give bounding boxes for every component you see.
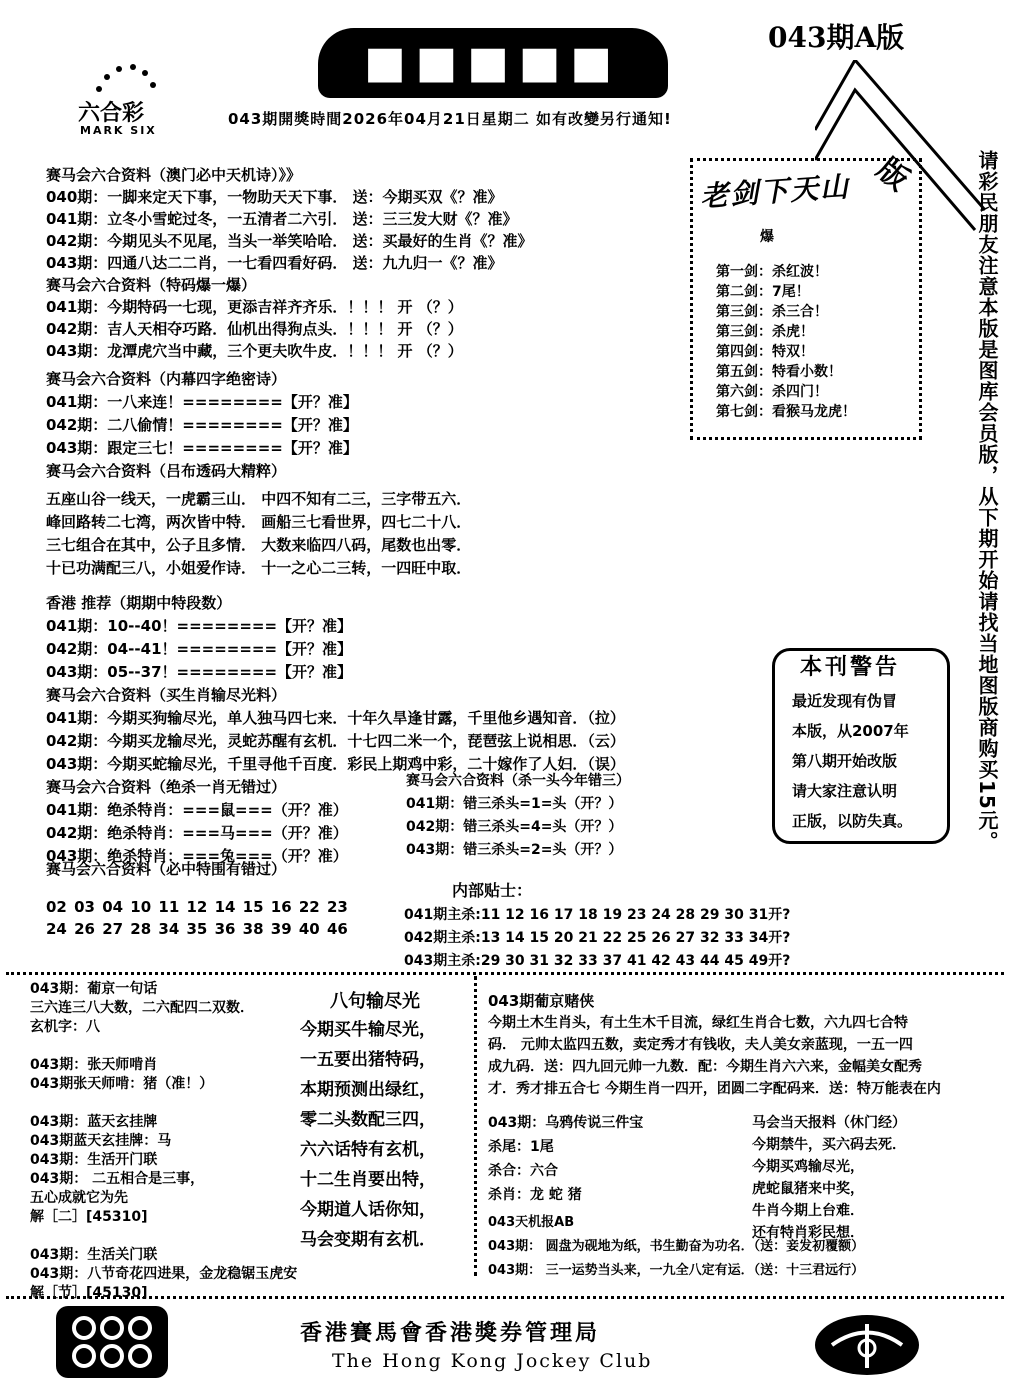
sky-line: 043天机报AB	[488, 1215, 575, 1230]
mark-six-logo-sub: MARK SIX	[80, 124, 157, 137]
text-line: 赛马会六合资料（澳门必中天机诗）》》	[46, 166, 302, 184]
sword-mark: 爆	[760, 229, 774, 245]
poem-line: 马会变期有玄机．	[300, 1230, 436, 1250]
warning-line: 最近发现有伪冒	[792, 692, 898, 710]
poem-line: 今期买牛输尽光，	[300, 1020, 436, 1040]
crow-line: 杀合：六合	[488, 1163, 558, 1179]
horse-line: 今期买鸡输尽光，	[752, 1159, 864, 1175]
text-line: 043期：葡京一句话	[30, 981, 158, 997]
divider-middle	[474, 976, 477, 1276]
text-line: 043期：错三杀头=2=头（开？）	[406, 842, 623, 858]
sword-item: 第三剑：杀三合！	[716, 304, 828, 320]
inner-tip-row: 043期主杀:29 30 31 32 33 37 41 42 43 44 45 49开?	[404, 953, 791, 969]
poem-line: 三七组合在其中，公子且多情． 大数来临四八码，尾数也出零．	[46, 536, 472, 554]
inner-tip-row: 042期主杀:13 14 15 20 21 22 25 26 27 32 33 34开?	[404, 930, 791, 946]
text-line: 042期：今期见头不见尾，当头一举笑哈哈． 送：买最好的生肖《？准》	[46, 232, 533, 250]
crow-line: 杀尾：1尾	[488, 1139, 554, 1155]
text-line: 043期：绝杀特肖：===兔===（开？准）	[46, 847, 348, 865]
poem-line: 六六话特有玄机，	[300, 1140, 436, 1160]
poem-line: 峰回路转二七湾，两次皆中特． 画船三七看世界，四七二十八．	[46, 513, 472, 531]
divider-bottom	[6, 1296, 1004, 1299]
text-line: 042期：今期买龙输尽光，灵蛇苏醒有玄机．十七四二米一个，琵琶弦上说相思．（云）	[46, 732, 625, 750]
footer-chinese: 香港賽馬會香港獎券管理局	[300, 1320, 601, 1346]
text-line: 041期：今期买狗输尽光，单人独马四七来．十年久旱逢甘露，千里他乡遇知音．（拉）	[46, 709, 625, 727]
text-line: 041期：10--40！========【开？准】	[46, 617, 353, 635]
text-line: 解［节］[45130]	[30, 1285, 148, 1301]
poem-line: 零二头数配三四，	[300, 1110, 436, 1130]
casino-line: 码． 元帅太监四五数，卖定秀才有钱收，夫人美女亲蓝现，一五一四	[488, 1037, 913, 1053]
text-line: 香港 推荐（期期中特段数）	[46, 594, 232, 612]
text-line: 041期：一八来连！========【开？准】	[46, 393, 358, 411]
poem-line: 本期预测出绿红，	[300, 1080, 436, 1100]
horse-line: 今期禁牛，买六码去死．	[752, 1137, 906, 1153]
text-line: 043期：八节奇花四进果，金龙稳锯玉虎安	[30, 1266, 298, 1282]
text-line: 042期：吉人天相夺巧路．仙机出得狗点头．！！！ 开 （？）	[46, 320, 463, 338]
text-line: 解［二］[45310]	[30, 1209, 148, 1225]
text-line: 042期：错三杀头=4=头（开？）	[406, 819, 623, 835]
masthead-title: ■■■■■	[318, 28, 668, 98]
side-vertical-notice: 请彩民朋友注意本版是图库会员版，从下期开始请找当地图版商购买15元。	[975, 150, 999, 852]
warning-line: 第八期开始改版	[792, 752, 898, 770]
text-line: 043期：张天师啃肖	[30, 1057, 158, 1073]
text-line: 赛马会六合资料（特码爆一爆）	[46, 276, 257, 294]
warning-line: 本版，从2007年	[792, 722, 909, 740]
mark-six-logo: 六合彩	[78, 100, 145, 126]
warning-title: 本刊警告	[800, 654, 901, 680]
horse-line: 牛肖今期上台难．	[752, 1203, 864, 1219]
horse-line: 虎蛇鼠猪来中奖，	[752, 1181, 864, 1197]
knot-logo-icon	[56, 1306, 168, 1378]
sword-stamp: 版	[870, 151, 916, 198]
footer-english: The Hong Kong Jockey Club	[332, 1350, 653, 1372]
text-line: 043期：今期买蛇输尽光，千里寻他千百度．彩民上期鸡中彩，二十嫁作了人妇．（误）	[46, 755, 625, 773]
casino-line: 才．秀才排五合七 今期生肖一四开，团圆二字配码来．送：特万能表在内	[488, 1081, 941, 1097]
sky-line: 043期： 圆盘为砚地为纸，书生勤奋为功名．（送：妾发初覆额）	[488, 1239, 865, 1254]
must-hit-row-2: 24 26 27 28 34 35 36 38 39 40 46	[46, 920, 348, 938]
poem-line: 五座山谷一线天，一虎霸三山． 中四不知有二三，三字带五六．	[46, 490, 472, 508]
sword-item: 第三剑：杀虎！	[716, 324, 814, 340]
text-line: 040期：一脚来定天下事，一物助天天下事． 送：今期买双《？准》	[46, 188, 503, 206]
text-line: 042期：04--41！========【开？准】	[46, 640, 353, 658]
must-hit-row-1: 02 03 04 10 11 12 14 15 16 22 23	[46, 898, 348, 916]
casino-line: 成九码．送：四九回元帅一九数．配：今期生肖六六来，金幅美女配秀	[488, 1059, 922, 1075]
warning-line: 正版，以防失真。	[792, 812, 913, 830]
text-line: 赛马会六合资料（杀一头今年错三）	[406, 773, 630, 789]
crow-line: 杀肖：龙 蛇 猪	[488, 1187, 582, 1203]
text-line: 043期： 二五相合是三事，	[30, 1171, 205, 1187]
horse-line: 还有特肖彩民想．	[752, 1225, 864, 1241]
inner-tip-row: 041期主杀:11 12 16 17 18 19 23 24 28 29 30 31开?	[404, 907, 791, 923]
divider-top	[6, 972, 1004, 975]
crow-line: 043期：乌鸦传说三件宝	[488, 1115, 644, 1131]
text-line: 041期：今期特码一七现，更添吉祥齐齐乐．！！！ 开 （？）	[46, 298, 463, 316]
edition-label: 043期A版	[768, 21, 905, 54]
sword-item: 第六剑：杀四门！	[716, 384, 828, 400]
text-line: 五心成就它为先	[30, 1190, 128, 1206]
sword-title: 老剑下天山	[699, 169, 852, 214]
sword-item: 第五剑：特看小数！	[716, 364, 842, 380]
poem-line: 十二生肖要出特，	[300, 1170, 436, 1190]
text-line: 043期：跟定三七！========【开？准】	[46, 439, 358, 457]
poem-line: 今期道人话你知，	[300, 1200, 436, 1220]
text-line: 043期蓝天玄挂牌：马	[30, 1133, 172, 1149]
sword-item: 第二剑：7尾！	[716, 284, 810, 300]
text-line: 赛马会六合资料（吕布透码大精粹）	[46, 462, 287, 480]
poem-title: 八句输尽光	[330, 991, 420, 1012]
text-line: 043期：四通八达二二肖，一七看四看好码． 送：九九归一《？准》	[46, 254, 503, 272]
text-line: 041期：立冬小雪蛇过冬，一五清者二六引． 送：三三发大财《？准》	[46, 210, 518, 228]
text-line: 赛马会六合资料（内幕四字绝密诗）	[46, 370, 287, 388]
text-line: 043期：生活开门联	[30, 1152, 158, 1168]
sword-item: 第七剑：看猴马龙虎！	[716, 404, 856, 420]
must-hit-title: 赛马会六合资料（必中特围有错过）	[46, 860, 287, 878]
text-line: 041期：错三杀头=1=头（开？）	[406, 796, 623, 812]
text-line: 043期张天师啃：猪（准！）	[30, 1076, 214, 1092]
text-line: 042期：绝杀特肖：===马===（开？准）	[46, 824, 348, 842]
horse-line: 马会当天报料（休门经）	[752, 1115, 906, 1131]
text-line: 玄机字：八	[30, 1019, 100, 1035]
sword-item: 第四剑：特双！	[716, 344, 814, 360]
warning-line: 请大家注意认明	[792, 782, 898, 800]
text-line: 赛马会六合资料（买生肖输尽光料）	[46, 686, 287, 704]
poem-line: 一五要出猪特码，	[300, 1050, 436, 1070]
text-line: 043期：05--37！========【开？准】	[46, 663, 353, 681]
jockey-club-emblem-icon	[812, 1312, 922, 1378]
text-line: 042期：二八偷情！========【开？准】	[46, 416, 358, 434]
casino-line: 今期土木生肖头，有土生木千目流，绿红生肖合七数，六九四七合特	[488, 1015, 908, 1031]
text-line: 041期：绝杀特肖：===鼠===（开？准）	[46, 801, 348, 819]
inner-tips-title: 内部贴士：	[452, 881, 533, 900]
text-line: 043期：龙潭虎穴当中藏，三个更夫吹牛皮．！！！ 开 （？）	[46, 342, 463, 360]
sword-item: 第一剑：杀红波！	[716, 264, 828, 280]
sky-line: 043期： 三一运势当头来，一九全八定有运．（送：十三君远行）	[488, 1263, 865, 1278]
poem-line: 十已功满配三八，小姐爱作诗． 十一之心二三转，一四旺中取．	[46, 559, 472, 577]
text-line: 三六连三八大数，二六配四二双数．	[30, 1000, 254, 1016]
text-line: 043期：蓝天玄挂牌	[30, 1114, 158, 1130]
text-line: 043期：生活关门联	[30, 1247, 158, 1263]
draw-notice: 043期開獎時間2026年04月21日星期二 如有改變另行通知!	[228, 110, 672, 128]
casino-title: 043期葡京赌侠	[488, 992, 595, 1010]
text-line: 赛马会六合资料（绝杀一肖无错过）	[46, 778, 287, 796]
